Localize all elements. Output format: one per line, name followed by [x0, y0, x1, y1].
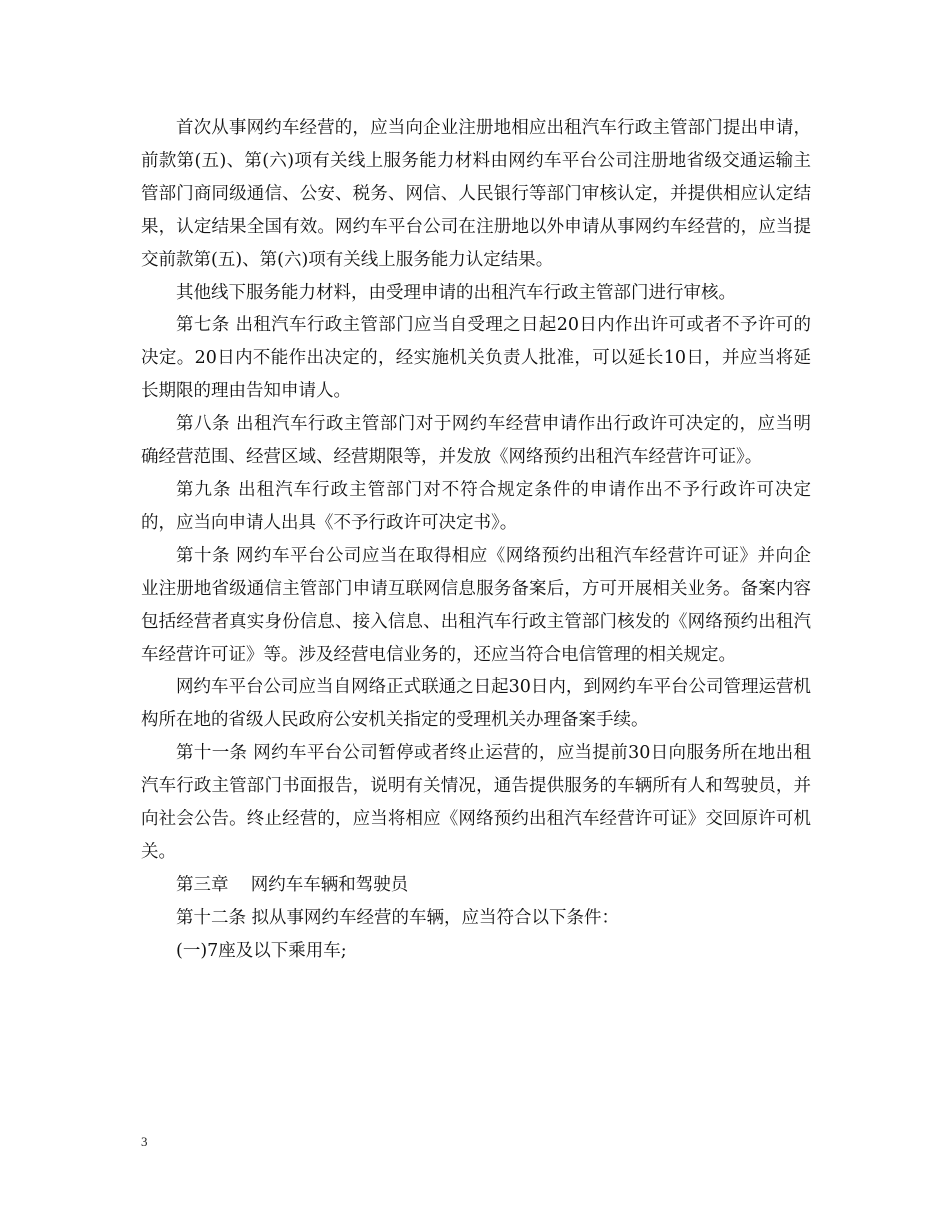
page-number: 3: [141, 1134, 148, 1149]
paragraph-article-9: 第九条 出租汽车行政主管部门对不符合规定条件的申请作出不予行政许可决定的，应当向申请人出具《不予行政许可决定书》。: [141, 479, 811, 533]
chapter-3-heading: 第三章 网约车车辆和驾驶员: [176, 874, 409, 895]
paragraph-article-7: 第七条 出租汽车行政主管部门应当自受理之日起20日内作出许可或者不予许可的决定。20日内不能作出决定的，经实施机关负责人批准，可以延长10日，并应当将延长期限的理由告知申请人。: [141, 315, 811, 402]
paragraph-filing: 网约车平台公司应当自网络正式联通之日起30日内，到网约车平台公司管理运营机构所在地的省级人民政府公安机关指定的受理机关办理备案手续。: [141, 677, 811, 731]
paragraph-article-10: 第十条 网约车平台公司应当在取得相应《网络预约出租汽车经营许可证》并向企业注册地省级通信主管部门申请互联网信息服务备案后，方可开展相关业务。备案内容包括经营者真实身份信息、接入信息、出租汽车行政主管部门核发的《网络预约出租汽车经营许可证》等。涉及经营电信业务的，还应当符合电信管理的相关规定。: [141, 545, 811, 665]
paragraph-article-12: 第十二条 拟从事网约车经营的车辆，应当符合以下条件：: [176, 907, 620, 928]
paragraph-article-11: 第十一条 网约车平台公司暂停或者终止运营的，应当提前30日向服务所在地出租汽车行政主管部门书面报告，说明有关情况，通告提供服务的车辆所有人和驾驶员，并向社会公告。终止经营的，应当将相应《网络预约出租汽车经营许可证》交回原许可机关。: [141, 743, 811, 862]
document-body: [141, 112, 811, 968]
paragraph-item-1: (一)7座及以下乘用车;: [176, 940, 347, 961]
paragraph-first-application: 首次从事网约车经营的，应当向企业注册地相应出租汽车行政主管部门提出申请，前款第(五)、第(六)项有关线上服务能力材料由网约车平台公司注册地省级交通运输主管部门商同级通信、公安、税务、网信、人民银行等部门审核认定，并提供相应认定结果，认定结果全国有效。网约车平台公司在注册地以外申请从事网约车经营的，应当提交前款第(五)、第(六)项有关线上服务能力认定结果。: [141, 118, 811, 270]
paragraph-offline-materials: 其他线下服务能力材料，由受理申请的出租汽车行政主管部门进行审核。: [176, 282, 736, 303]
paragraph-article-8: 第八条 出租汽车行政主管部门对于网约车经营申请作出行政许可决定的，应当明确经营范围、经营区域、经营期限等，并发放《网络预约出租汽车经营许可证》。: [141, 414, 811, 468]
